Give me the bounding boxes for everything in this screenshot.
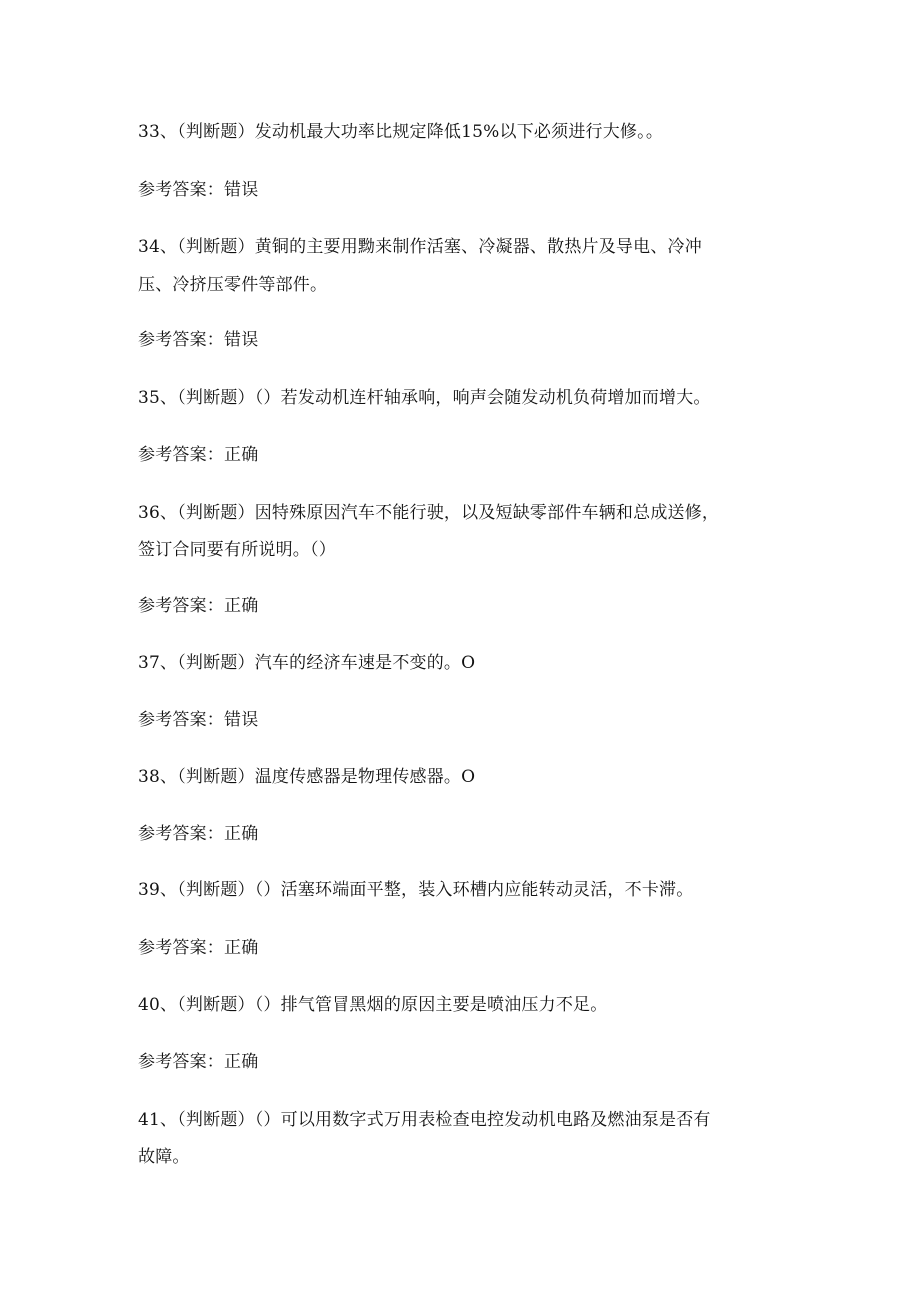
question-36-line-1: 36、（判断题）因特殊原因汽车不能行驶，以及短缺零部件车辆和总成送修， xyxy=(138,503,720,523)
answer-36: 参考答案：正确 xyxy=(138,596,259,616)
question-39: 39、（判断题）（）活塞环端面平整，装入环槽内应能转动灵活，不卡滞。 xyxy=(138,880,694,900)
question-37: 37、（判断题）汽车的经济车速是不变的。O xyxy=(138,653,476,673)
question-34-line-2: 压、冷挤压零件等部件。 xyxy=(138,275,328,295)
question-33: 33、（判断题）发动机最大功率比规定降低15%以下必须进行大修。。 xyxy=(138,122,664,142)
question-36-line-2: 签订合同要有所说明。（） xyxy=(138,540,336,560)
answer-40: 参考答案：正确 xyxy=(138,1052,259,1072)
answer-37: 参考答案：错误 xyxy=(138,710,259,730)
question-38: 38、（判断题）温度传感器是物理传感器。O xyxy=(138,767,476,787)
answer-33: 参考答案：错误 xyxy=(138,180,259,200)
answer-38: 参考答案：正确 xyxy=(138,824,259,844)
question-35: 35、（判断题）（）若发动机连杆轴承响，响声会随发动机负荷增加而增大。 xyxy=(138,388,711,408)
question-41-line-1: 41、（判断题）（）可以用数字式万用表检查电控发动机电路及燃油泵是否有 xyxy=(138,1110,711,1130)
answer-39: 参考答案：正确 xyxy=(138,938,259,958)
question-41-line-2: 故障。 xyxy=(138,1147,190,1167)
question-34-line-1: 34、（判断题）黄铜的主要用黝来制作活塞、冷凝器、散热片及导电、冷冲 xyxy=(138,237,702,257)
question-40: 40、（判断题）（）排气管冒黑烟的原因主要是喷油压力不足。 xyxy=(138,995,608,1015)
answer-35: 参考答案：正确 xyxy=(138,445,259,465)
answer-34: 参考答案：错误 xyxy=(138,330,259,350)
